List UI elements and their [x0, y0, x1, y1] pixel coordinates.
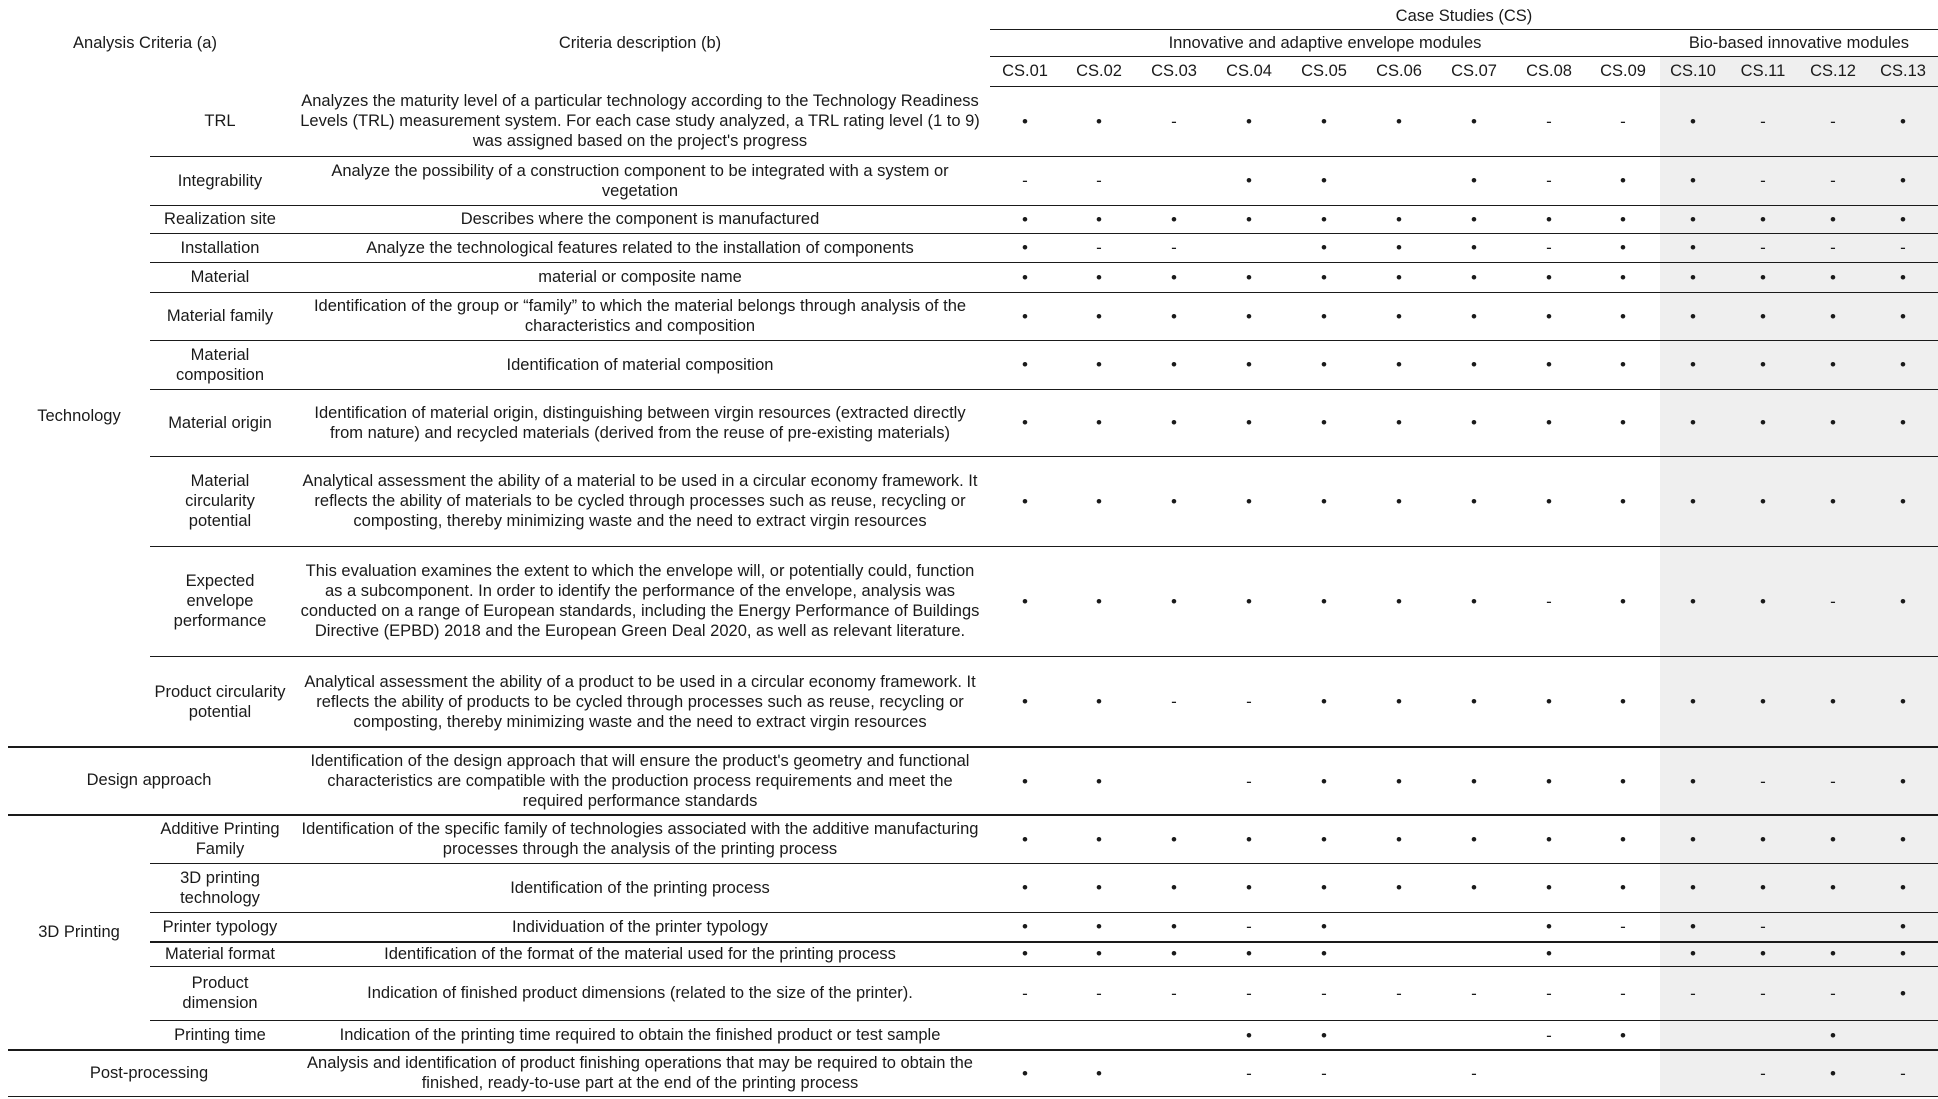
table-cell-mark: •	[1096, 829, 1102, 849]
table-cell-mark: •	[1900, 111, 1906, 131]
table-cell-mark: •	[1396, 209, 1402, 229]
case-id-header: CS.09	[1600, 62, 1646, 80]
table-cell-mark: -	[1096, 171, 1102, 190]
table-cell-mark: •	[1396, 591, 1402, 611]
table-cell-mark: •	[1171, 267, 1177, 287]
criterion-label: Material circularity potential	[185, 472, 255, 530]
table-cell-mark: •	[1620, 829, 1626, 849]
criterion-description: Identification of the design approach that will ensure the product's geometry and functional characteristics are compatible with the production process requirements and meet the required performance standards	[310, 752, 970, 810]
case-id-header: CS.05	[1301, 62, 1347, 80]
criterion-label: Integrability	[177, 171, 263, 190]
table-cell-mark: •	[1830, 829, 1836, 849]
table-cell-mark: •	[1760, 209, 1766, 229]
table-cell-mark: -	[1171, 983, 1177, 1003]
table-cell-mark: •	[1096, 1063, 1102, 1083]
table-cell-mark: •	[1546, 829, 1552, 849]
table-cell-mark: •	[1690, 491, 1696, 511]
table-cell-mark: •	[1022, 209, 1028, 229]
table-cell-mark: -	[1396, 983, 1402, 1003]
table-cell-mark: •	[1246, 355, 1252, 374]
table-cell-mark: •	[1022, 267, 1028, 287]
criterion-description: Analytical assessment the ability of a product to be used in a circular economy framework. It reflects the ability of products to be cycled through processes such as reuse, recycling or composting, thereby minimizing waste and the need to extract virgin resources	[304, 672, 976, 731]
table-cell-mark: •	[1171, 917, 1177, 936]
table-cell-mark: -	[1246, 1063, 1252, 1083]
table-cell-mark: •	[1830, 692, 1836, 711]
table-cell-mark: •	[1022, 238, 1028, 257]
table-cell-mark: •	[1900, 267, 1906, 287]
table-cell-mark: •	[1690, 209, 1696, 229]
table-cell-mark: •	[1096, 591, 1102, 611]
criterion-description: Identification of material origin, distinguishing between virgin resources (extracted directly from nature) and recycled materials (derived from the reuse of pre-existing materials)	[314, 403, 966, 442]
criterion-label: Printer typology	[162, 917, 278, 936]
table-cell-mark: -	[1321, 983, 1327, 1003]
criterion-description: Analyze the possibility of a construction component to be integrated with a system or vegetation	[331, 161, 949, 200]
table-cell-mark: •	[1022, 917, 1028, 936]
table-cell-mark: •	[1620, 1025, 1626, 1045]
table-cell-mark: •	[1546, 355, 1552, 374]
table-cell-mark: •	[1096, 413, 1102, 432]
table-cell-mark: •	[1690, 306, 1696, 326]
table-cell-mark: •	[1471, 878, 1477, 897]
case-id-header: CS.03	[1151, 62, 1197, 80]
case-id-header: CS.11	[1740, 62, 1786, 80]
criterion-label: TRL	[204, 112, 236, 130]
table-cell-mark: -	[1900, 238, 1906, 257]
table-cell-mark: •	[1620, 267, 1626, 287]
table-cell-mark: •	[1830, 1063, 1836, 1083]
criterion-description: Individuation of the printer typology	[512, 917, 768, 936]
table-cell-mark: •	[1830, 267, 1836, 287]
table-cell-mark: •	[1900, 944, 1906, 963]
table-cell-mark: •	[1900, 413, 1906, 432]
table-cell-mark: •	[1321, 591, 1327, 611]
table-cell-mark: •	[1246, 306, 1252, 326]
table-cell-mark: -	[1760, 238, 1766, 257]
table-cell-mark: •	[1900, 917, 1906, 936]
table-cell-mark: •	[1246, 491, 1252, 511]
table-cell-mark: •	[1396, 413, 1402, 432]
table-cell-mark: •	[1246, 591, 1252, 611]
table-cell-mark: -	[1620, 983, 1626, 1003]
case-id-header: CS.04	[1226, 62, 1272, 80]
table-cell-mark: -	[1830, 983, 1836, 1003]
table-cell-mark: •	[1690, 944, 1696, 963]
table-cell-mark: •	[1546, 491, 1552, 511]
table-cell-mark: •	[1900, 591, 1906, 611]
table-cell-mark: •	[1022, 355, 1028, 374]
table-cell-mark: -	[1546, 171, 1552, 190]
table-cell-mark: •	[1396, 111, 1402, 131]
table-cell-mark: -	[1246, 771, 1252, 791]
table-cell-mark: -	[1171, 692, 1177, 711]
table-cell-mark: -	[1471, 983, 1477, 1003]
table-cell-mark: •	[1620, 413, 1626, 432]
table-cell-mark: •	[1246, 413, 1252, 432]
criterion-description: Analyzes the maturity level of a particular technology according to the Technology Readiness Levels (TRL) measurement system. For each case study analyzed, a TRL rating level (1 to 9) was assigned based on the project's progress	[300, 92, 980, 150]
table-cell-mark: •	[1546, 878, 1552, 897]
table-cell-mark: •	[1396, 306, 1402, 326]
category-label: Technology	[37, 407, 121, 425]
table-cell-mark: •	[1620, 209, 1626, 229]
table-cell-mark: •	[1171, 413, 1177, 432]
case-id-header: CS.02	[1076, 62, 1122, 80]
table-cell-mark: -	[1760, 111, 1766, 131]
table-cell-mark: •	[1396, 267, 1402, 287]
table-cell-mark: •	[1096, 267, 1102, 287]
table-cell-mark: •	[1900, 771, 1906, 791]
table-cell-mark: -	[1246, 917, 1252, 936]
table-cell-mark: •	[1760, 413, 1766, 432]
table-cell-mark: •	[1171, 829, 1177, 849]
table-cell-mark: •	[1022, 491, 1028, 511]
table-cell-mark: •	[1900, 829, 1906, 849]
table-cell-mark: •	[1246, 209, 1252, 229]
table-cell-mark: •	[1096, 306, 1102, 326]
table-cell-mark: •	[1022, 878, 1028, 897]
criterion-label: Material	[190, 268, 250, 286]
table-cell-mark: •	[1690, 591, 1696, 611]
table-cell-mark: •	[1022, 829, 1028, 849]
table-cell-mark: •	[1022, 306, 1028, 326]
table-cell-mark: -	[1546, 591, 1552, 611]
table-cell-mark: •	[1690, 771, 1696, 791]
table-cell-mark: -	[1022, 983, 1028, 1003]
table-cell-mark: •	[1022, 771, 1028, 791]
category-label: 3D Printing	[38, 922, 120, 941]
table-cell-mark: •	[1690, 829, 1696, 849]
table-cell-mark: •	[1321, 355, 1327, 374]
table-cell-mark: •	[1690, 171, 1696, 190]
criterion-description: Identification of the group or “family” to which the material belongs through analysis of the characteristics and composition	[313, 297, 967, 335]
table-cell-mark: •	[1760, 267, 1766, 287]
criterion-label: Printing time	[174, 1026, 266, 1044]
table-cell-mark: •	[1321, 209, 1327, 229]
table-cell-mark: •	[1830, 413, 1836, 432]
table-cell-mark: -	[1830, 111, 1836, 131]
table-cell-mark: •	[1246, 1025, 1252, 1045]
table-cell-mark: -	[1471, 1063, 1477, 1083]
table-cell-mark: •	[1546, 413, 1552, 432]
criterion-label: Material origin	[168, 413, 272, 432]
table-cell-mark: -	[1546, 238, 1552, 257]
table-cell-mark: •	[1760, 355, 1766, 374]
table-cell-mark: •	[1171, 306, 1177, 326]
table-cell-mark: •	[1171, 355, 1177, 374]
table-cell-mark: •	[1321, 491, 1327, 511]
table-cell-mark: •	[1396, 771, 1402, 791]
category-label: Design approach	[86, 771, 212, 789]
criterion-description: Indication of the printing time required to obtain the finished product or test sample	[339, 1026, 941, 1044]
table-cell-mark: -	[1830, 771, 1836, 791]
table-cell-mark: -	[1546, 1025, 1552, 1045]
table-cell-mark: •	[1022, 413, 1028, 432]
table-cell-mark: •	[1546, 267, 1552, 287]
table-cell-mark: -	[1900, 1063, 1906, 1083]
table-cell-mark: •	[1246, 267, 1252, 287]
table-cell-mark: •	[1246, 111, 1252, 131]
table-cell-mark: •	[1471, 355, 1477, 374]
table-cell-mark: •	[1471, 771, 1477, 791]
description-header: Criteria description (b)	[558, 34, 722, 52]
criterion-description: Identification of the specific family of technologies associated with the additive manufacturing processes through the analysis of the printing process	[301, 820, 979, 858]
table-cell-mark: •	[1620, 355, 1626, 374]
table-cell-mark: •	[1546, 944, 1552, 963]
category-label: Post-processing	[89, 1063, 209, 1082]
table-cell-mark: •	[1471, 491, 1477, 511]
table-cell-mark: •	[1396, 692, 1402, 711]
case-id-header: CS.13	[1880, 62, 1926, 80]
table-cell-mark: •	[1396, 829, 1402, 849]
table-cell-mark: •	[1321, 944, 1327, 963]
table-cell-mark: -	[1830, 238, 1836, 257]
table-cell-mark: •	[1690, 917, 1696, 936]
table-cell-mark: -	[1171, 111, 1177, 131]
table-cell-mark: •	[1396, 878, 1402, 897]
table-cell-mark: -	[1096, 238, 1102, 257]
table-cell-mark: •	[1900, 171, 1906, 190]
table-cell-mark: -	[1760, 1063, 1766, 1083]
table-cell-mark: •	[1096, 878, 1102, 897]
criterion-description: Identification of material composition	[506, 355, 774, 374]
table-cell-mark: •	[1096, 692, 1102, 711]
table-cell-mark: •	[1620, 591, 1626, 611]
table-cell-mark: •	[1690, 878, 1696, 897]
table-cell-mark: •	[1471, 591, 1477, 611]
criterion-label: Expected envelope performance	[173, 572, 267, 630]
table-cell-mark: •	[1171, 591, 1177, 611]
criterion-description: Analytical assessment the ability of a material to be used in a circular economy framework. It reflects the ability of materials to be cycled through processes such as reuse, recycling or composting, thereby minimizing waste and the need to extract virgin resources	[302, 472, 978, 530]
table-cell-mark: •	[1096, 491, 1102, 511]
table-cell-mark: -	[1620, 917, 1626, 936]
table-cell-mark: •	[1471, 267, 1477, 287]
case-studies-header: Case Studies (CS)	[1395, 6, 1533, 25]
table-cell-mark: •	[1620, 491, 1626, 511]
case-id-header: CS.01	[1002, 62, 1048, 80]
table-cell-mark: -	[1760, 917, 1766, 936]
table-cell-mark: •	[1096, 209, 1102, 229]
table-cell-mark: •	[1321, 917, 1327, 936]
table-cell-mark: •	[1546, 917, 1552, 936]
table-cell-mark: •	[1471, 171, 1477, 190]
table-cell-mark: •	[1546, 209, 1552, 229]
table-cell-mark: •	[1830, 1025, 1836, 1045]
table-cell-mark: •	[1900, 306, 1906, 326]
table-cell-mark: -	[1760, 171, 1766, 190]
table-cell-mark: •	[1900, 355, 1906, 374]
table-cell-mark: •	[1022, 944, 1028, 963]
table-cell-mark: -	[1246, 692, 1252, 711]
table-cell-mark: •	[1900, 878, 1906, 897]
table-cell-mark: •	[1321, 1025, 1327, 1045]
table-cell-mark: •	[1471, 829, 1477, 849]
table-cell-mark: -	[1830, 591, 1836, 611]
table-cell-mark: •	[1620, 306, 1626, 326]
table-cell-mark: •	[1690, 111, 1696, 131]
table-cell-mark: •	[1321, 111, 1327, 131]
table-cell-mark: •	[1246, 944, 1252, 963]
case-id-header: CS.10	[1670, 62, 1716, 80]
table-cell-mark: •	[1096, 355, 1102, 374]
table-cell-mark: •	[1471, 692, 1477, 711]
table-cell-mark: -	[1171, 238, 1177, 257]
table-cell-mark: •	[1620, 238, 1626, 257]
table-cell-mark: •	[1546, 771, 1552, 791]
criterion-label: Additive Printing Family	[160, 820, 280, 858]
criterion-label: Material format	[164, 944, 276, 963]
table-cell-mark: -	[1246, 983, 1252, 1003]
table-cell-mark: •	[1900, 209, 1906, 229]
table-cell-mark: •	[1830, 355, 1836, 374]
table-cell-mark: •	[1690, 692, 1696, 711]
table-cell-mark: •	[1760, 944, 1766, 963]
table-cell-mark: •	[1321, 771, 1327, 791]
table-cell-mark: •	[1022, 111, 1028, 131]
table-cell-mark: -	[1760, 771, 1766, 791]
table-cell-mark: •	[1396, 491, 1402, 511]
criterion-description: Analyze the technological features related to the installation of components	[366, 238, 914, 257]
criterion-label: 3D printing technology	[180, 868, 260, 907]
table-cell-mark: •	[1760, 878, 1766, 897]
table-cell-mark: •	[1321, 829, 1327, 849]
table-cell-mark: •	[1096, 111, 1102, 131]
table-cell-mark: •	[1830, 878, 1836, 897]
table-cell-mark: •	[1760, 306, 1766, 326]
table-cell-mark: •	[1321, 692, 1327, 711]
criterion-label: Product dimension	[182, 974, 258, 1012]
table-cell-mark: •	[1471, 306, 1477, 326]
table-cell-mark: •	[1620, 878, 1626, 897]
table-cell-mark: •	[1171, 878, 1177, 897]
criterion-description: Identification of the printing process	[510, 878, 770, 897]
table-cell-mark: •	[1096, 944, 1102, 963]
table-cell-mark: •	[1246, 829, 1252, 849]
table-cell-mark: •	[1022, 1063, 1028, 1083]
criterion-label: Installation	[180, 238, 260, 257]
table-cell-mark: •	[1471, 209, 1477, 229]
table-cell-mark: •	[1830, 944, 1836, 963]
table-cell-mark: •	[1022, 692, 1028, 711]
table-cell-mark: •	[1900, 491, 1906, 511]
criterion-label: Product circularity potential	[154, 682, 286, 721]
table-cell-mark: •	[1900, 983, 1906, 1003]
table-cell-mark: •	[1690, 413, 1696, 432]
criterion-description: Describes where the component is manufactured	[460, 210, 820, 228]
table-cell-mark: -	[1321, 1063, 1327, 1083]
table-cell-mark: •	[1471, 111, 1477, 131]
table-cell-mark: •	[1690, 355, 1696, 374]
table-cell-mark: -	[1096, 983, 1102, 1003]
table-cell-mark: •	[1620, 771, 1626, 791]
table-cell-mark: •	[1471, 413, 1477, 432]
table-cell-mark: •	[1396, 238, 1402, 257]
criterion-description: Analysis and identification of product finishing operations that may be required to obtain the finished, ready-to-use part at the end of the printing process	[307, 1054, 973, 1092]
group-innovative-header: Innovative and adaptive envelope modules	[1168, 33, 1482, 52]
case-id-header: CS.12	[1810, 62, 1856, 80]
table-cell-mark: •	[1246, 878, 1252, 897]
table-cell-mark: -	[1760, 983, 1766, 1003]
table-cell-mark: •	[1321, 306, 1327, 326]
criterion-description: Identification of the format of the material used for the printing process	[384, 944, 896, 963]
case-id-header: CS.07	[1451, 62, 1497, 80]
table-cell-mark: •	[1760, 692, 1766, 711]
table-cell-mark: •	[1321, 238, 1327, 257]
row-divider	[8, 1096, 1938, 1097]
table-cell-mark: •	[1396, 355, 1402, 374]
criterion-description: material or composite name	[538, 268, 742, 286]
table-cell-mark: •	[1321, 171, 1327, 190]
table-cell-mark: •	[1022, 591, 1028, 611]
table-cell-mark: -	[1620, 111, 1626, 131]
table-cell-mark: •	[1620, 171, 1626, 190]
table-cell-mark: -	[1690, 983, 1696, 1003]
criteria-header: Analysis Criteria (a)	[73, 34, 217, 52]
table-cell-mark: •	[1321, 267, 1327, 287]
case-id-header: CS.06	[1376, 62, 1422, 80]
table-cell-mark: •	[1171, 491, 1177, 511]
table-cell-mark: •	[1830, 491, 1836, 511]
table-cell-mark: •	[1900, 692, 1906, 711]
table-cell-mark: •	[1760, 591, 1766, 611]
group-bio-header: Bio-based innovative modules	[1688, 33, 1910, 52]
table-cell-mark: -	[1022, 171, 1028, 190]
criterion-description: Indication of finished product dimensions (related to the size of the printer).	[367, 984, 913, 1002]
table-cell-mark: •	[1096, 917, 1102, 936]
table-cell-mark: •	[1546, 306, 1552, 326]
table-cell-mark: •	[1321, 413, 1327, 432]
criterion-description: This evaluation examines the extent to which the envelope will, or potentially could, function as a subcomponent. In order to identify the performance of the envelope, analysis was conducted on a range of European standards, including the Energy Performance of Buildings Directive (EPBD) 2018 and the European Green Deal 2020, as well as relevant literature.	[300, 562, 980, 640]
criterion-label: Material family	[166, 307, 274, 325]
table-cell-mark: •	[1760, 491, 1766, 511]
criterion-label: Realization site	[164, 210, 276, 228]
table-cell-mark: •	[1471, 238, 1477, 257]
table-cell-mark: -	[1830, 171, 1836, 190]
table-cell-mark: -	[1546, 983, 1552, 1003]
table-cell-mark: •	[1171, 209, 1177, 229]
table-cell-mark: •	[1246, 171, 1252, 190]
table-cell-mark: •	[1546, 692, 1552, 711]
case-id-header: CS.08	[1526, 62, 1572, 80]
table-cell-mark: •	[1690, 267, 1696, 287]
table-cell-mark: •	[1171, 944, 1177, 963]
table-cell-mark: •	[1690, 238, 1696, 257]
table-cell-mark: •	[1321, 878, 1327, 897]
table-cell-mark: •	[1830, 209, 1836, 229]
table-cell-mark: •	[1830, 306, 1836, 326]
table-cell-mark: •	[1620, 692, 1626, 711]
criterion-label: Material composition	[175, 345, 265, 384]
table-cell-mark: •	[1096, 771, 1102, 791]
table-cell-mark: •	[1760, 829, 1766, 849]
table-cell-mark: -	[1546, 111, 1552, 131]
